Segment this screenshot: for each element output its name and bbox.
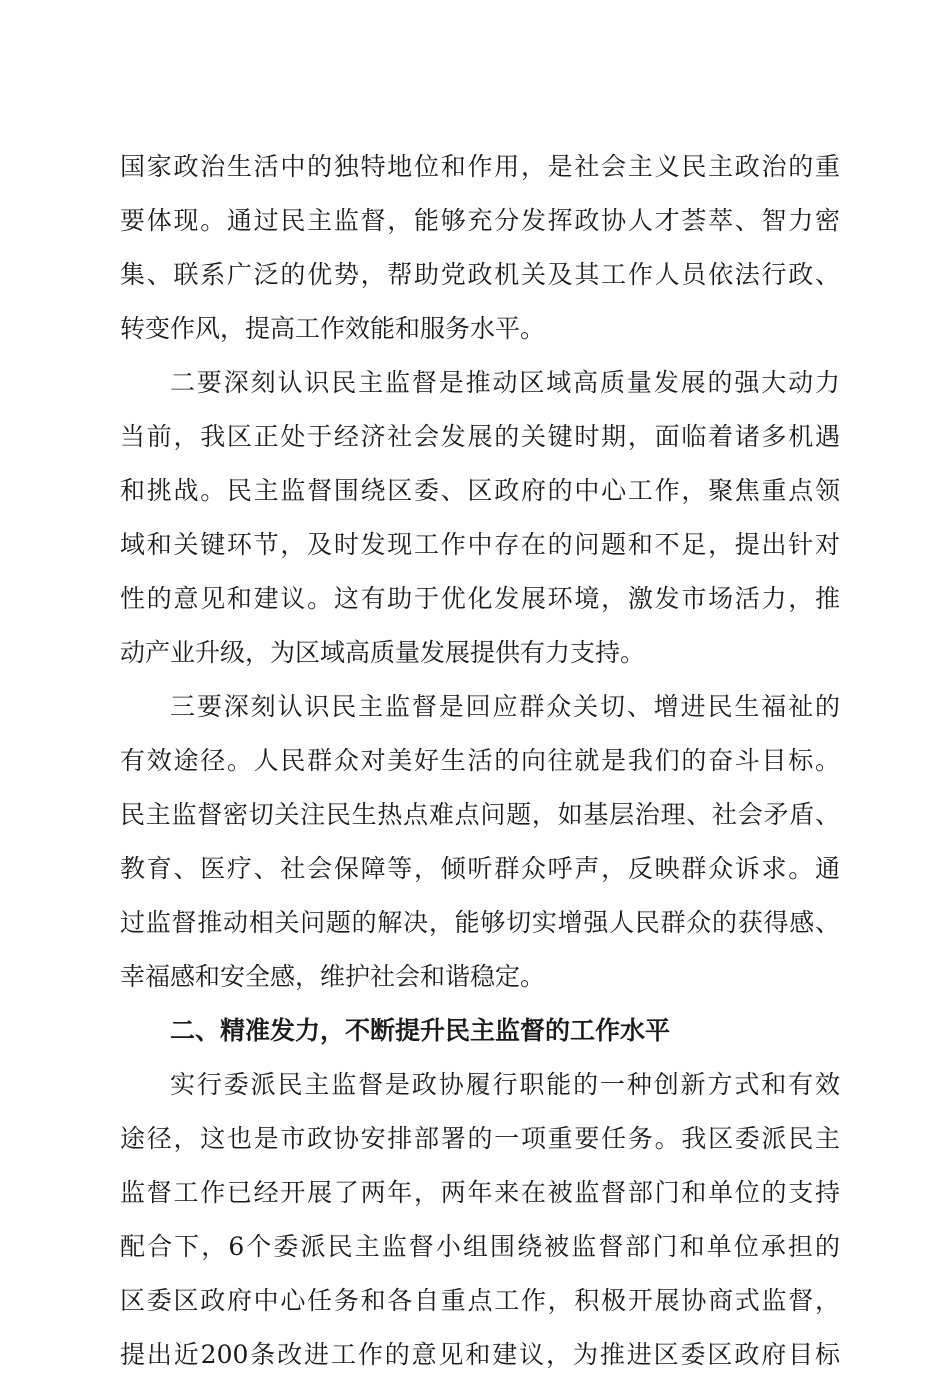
document-body <box>120 140 840 1382</box>
paragraph-lead-line: 实行委派民主监督是政协履行职能的一种创新方式和有效 <box>170 1070 840 1099</box>
text-line: 区委区政府中心任务和各自重点工作，积极开展协商式监督， <box>120 1286 840 1315</box>
paragraph-lead-line: 二要深刻认识民主监督是推动区域高质量发展的强大动力 <box>170 368 840 397</box>
text-line: 和挑战。民主监督围绕区委、区政府的中心工作，聚焦重点领 <box>120 476 840 505</box>
text-line: 国家政治生活中的独特地位和作用，是社会主义民主政治的重 <box>120 152 840 181</box>
text-line: 幸福感和安全感，维护社会和谐稳定。 <box>120 962 546 991</box>
text-line: 监督工作已经开展了两年，两年来在被监督部门和单位的支持 <box>120 1178 840 1207</box>
text-line: 性的意见和建议。这有助于优化发展环境，激发市场活力，推 <box>120 584 840 613</box>
text-line: 提出近200条改进工作的意见和建议，为推进区委区政府目标 <box>120 1340 840 1369</box>
text-line: 途径，这也是市政协安排部署的一项重要任务。我区委派民主 <box>120 1124 840 1153</box>
section-heading: 二、精准发力，不断提升民主监督的工作水平 <box>170 1016 671 1045</box>
text-line: 动产业升级，为区域高质量发展提供有力支持。 <box>120 638 646 667</box>
paragraph-lead-line: 三要深刻认识民主监督是回应群众关切、增进民生福祉的 <box>170 692 840 721</box>
text-line: 配合下，6个委派民主监督小组围绕被监督部门和单位承担的 <box>120 1232 840 1261</box>
text-line: 有效途径。人民群众对美好生活的向往就是我们的奋斗目标。 <box>120 746 840 775</box>
text-line: 教育、医疗、社会保障等，倾听群众呼声，反映群众诉求。通 <box>120 854 840 883</box>
text-line: 过监督推动相关问题的解决，能够切实增强人民群众的获得感、 <box>120 908 840 937</box>
text-line: 转变作风，提高工作效能和服务水平。 <box>120 314 546 343</box>
text-line: 民主监督密切关注民生热点难点问题，如基层治理、社会矛盾、 <box>120 800 840 829</box>
text-line: 要体现。通过民主监督，能够充分发挥政协人才荟萃、智力密 <box>120 206 840 235</box>
text-line: 当前，我区正处于经济社会发展的关键时期，面临着诸多机遇 <box>120 422 840 451</box>
text-line: 域和关键环节，及时发现工作中存在的问题和不足，提出针对 <box>120 530 840 559</box>
text-line: 集、联系广泛的优势，帮助党政机关及其工作人员依法行政、 <box>120 260 840 289</box>
